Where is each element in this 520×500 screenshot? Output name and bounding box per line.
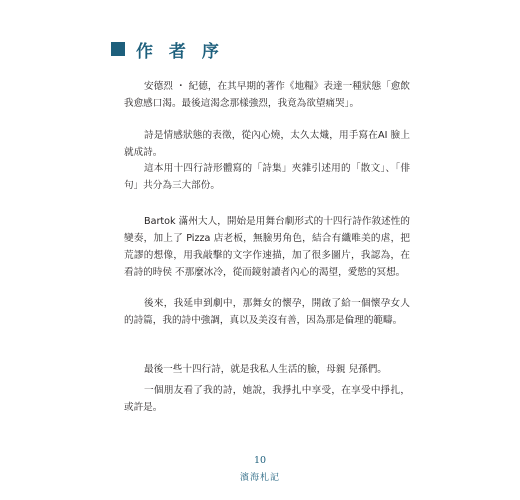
paragraph-book-structure: 這本用十四行詩形體寫的「詩集」夾雜引述用的「散文」、「俳句」共分為三大部份。	[124, 163, 410, 191]
paragraph-bartok-part: Bartok 滿州大人，開始是用舞台劇形式的十四行詩作敘述性的變奏，加上了 Pizza 店老板，無臉男角色，結合有纖唯美的虐，把荒謬的想像，用我敲擊的文字作速描，加了很多圖片，我認為，在看詩的時侯 不那麼冰冷，從而鏡射讀者內心的渴望，愛慾的冥想。	[124, 216, 410, 278]
section-heading	[111, 38, 224, 60]
heading-square-marker	[111, 42, 125, 56]
running-footer-book-title: 濱海札記	[239, 473, 280, 483]
paragraph-friend-comment: 一個朋友看了我的詩，她說，我掙扎中享受，在享受中掙扎，或許是。	[124, 385, 410, 413]
page-number: 10	[253, 455, 267, 466]
paragraph-poetry-definition: 詩是情感狀態的表徵，從內心燒，太久太熾，用手寫在AI 臉上就成詩。	[124, 130, 410, 158]
paragraph-gide-quote: 安德烈 ・ 紀德，在其早期的著作《地糧》表達一種狀態「愈飲 我愈感口渴。最後這渴念那樣強烈，我竟為欲望痛哭」。	[124, 81, 410, 109]
heading-title: 作 者 序	[136, 41, 224, 62]
paragraph-pregnant-woman-part: 後來，我延申到劇中，那舞女的懷孕，開啟了給一個懷孕女人的詩篇，我的詩中強調，真以及美沒有善，因為那是倫理的範疇。	[124, 298, 410, 326]
paragraph-private-life-part: 最後一些十四行詩，就是我私人生活的臉，母親 兒孫們。	[144, 364, 387, 375]
